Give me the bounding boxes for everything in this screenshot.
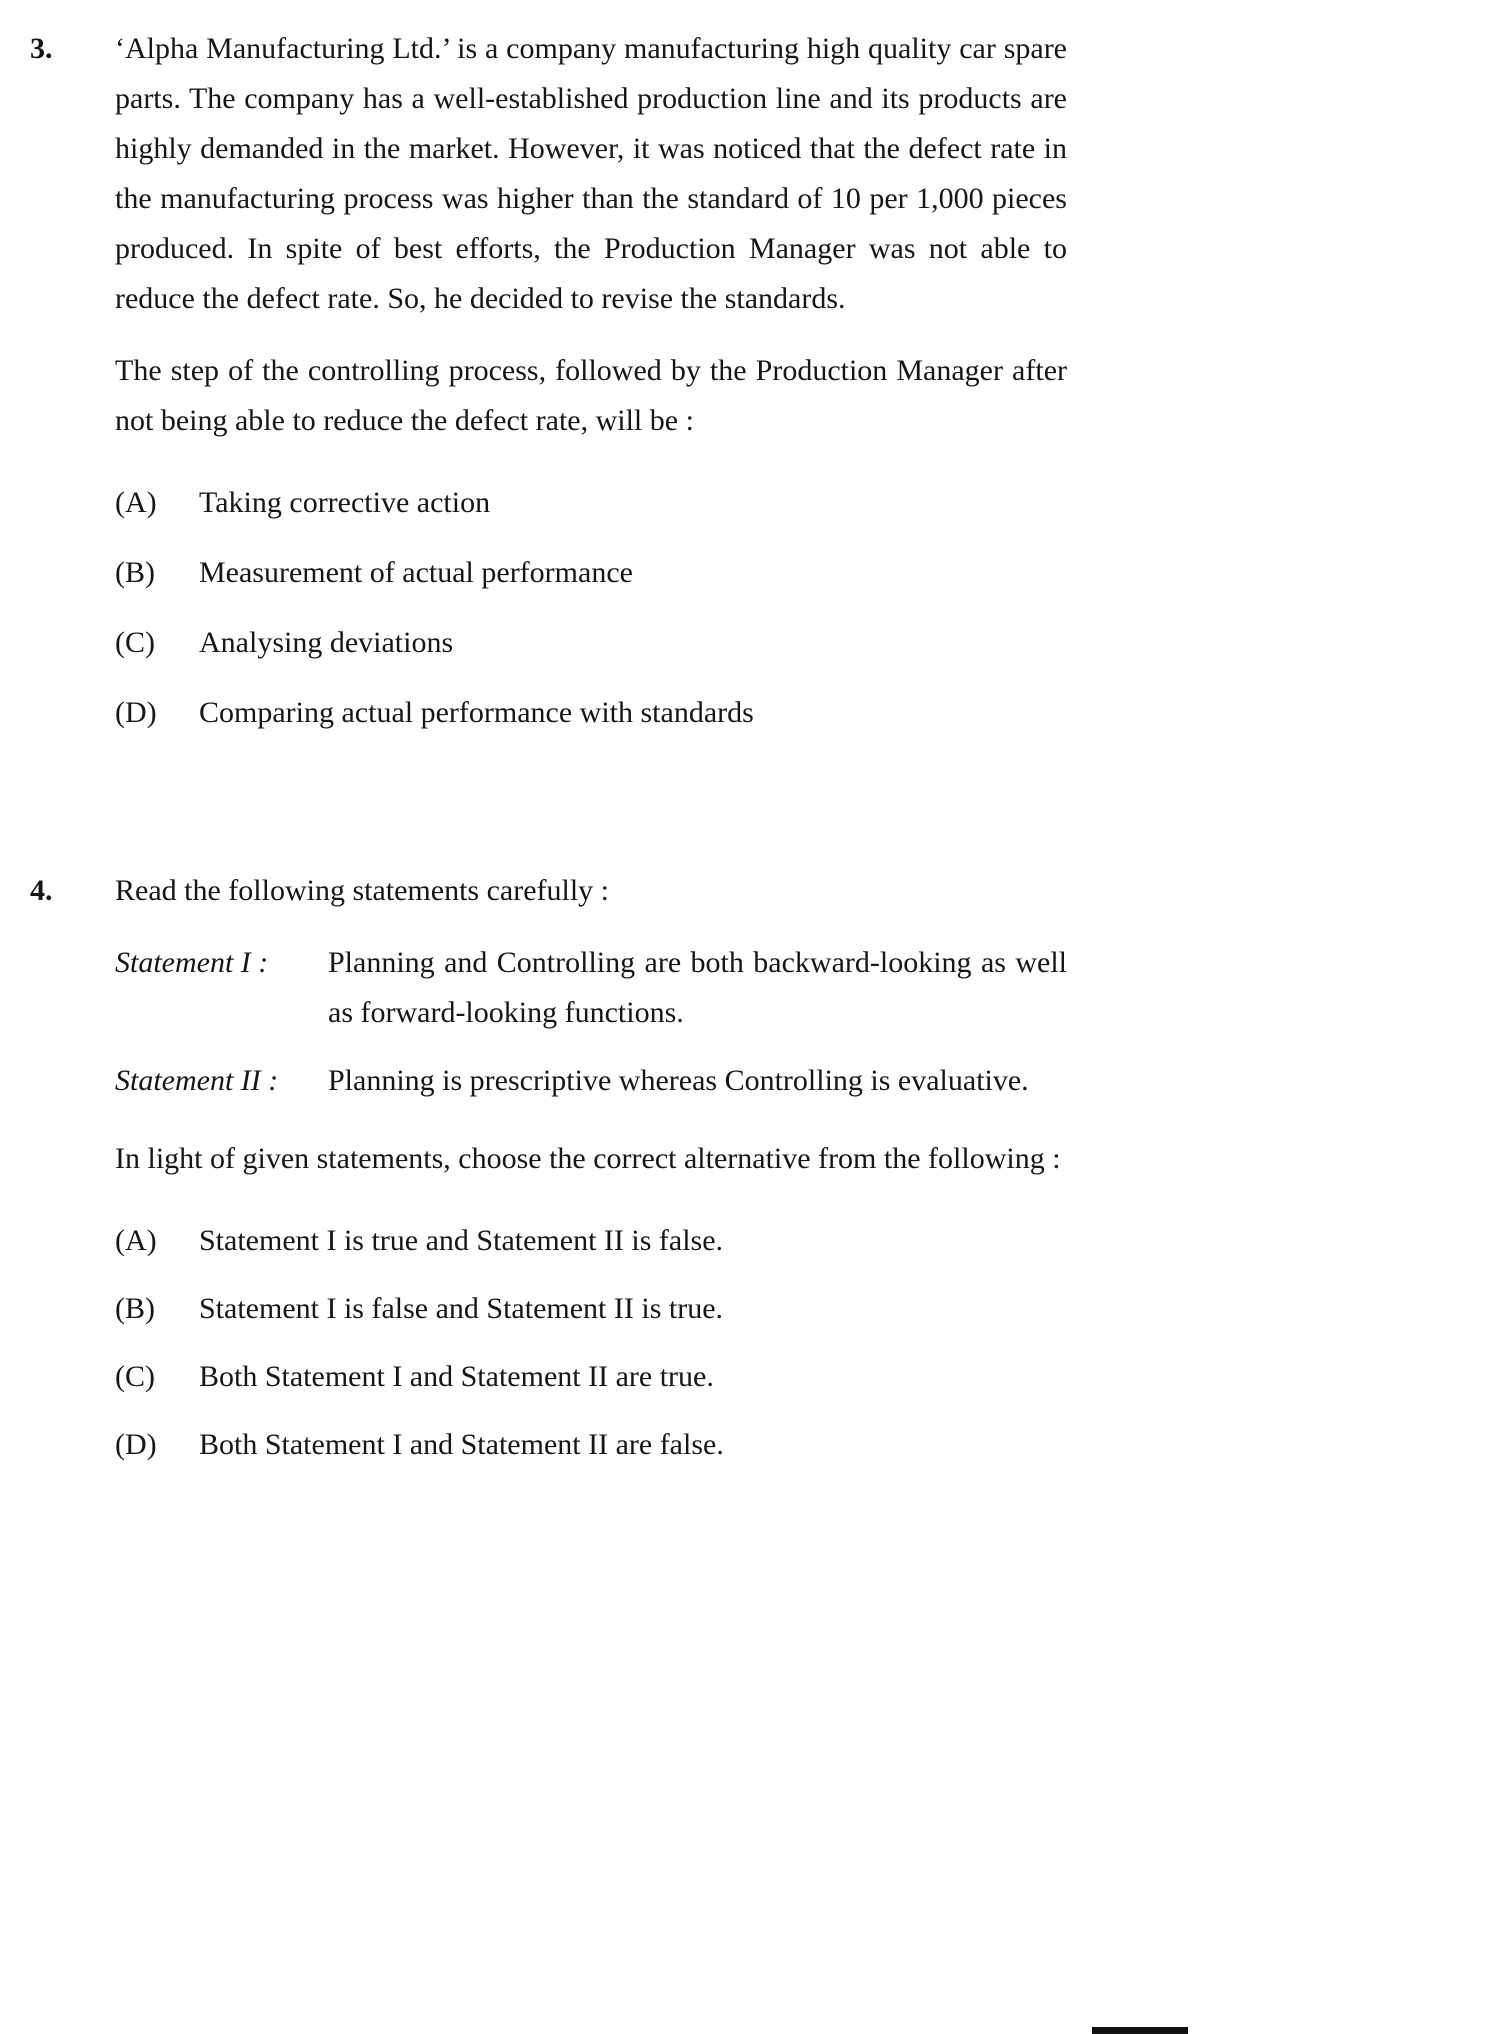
option-d (115, 1420, 1067, 1470)
question-3 (30, 24, 1505, 758)
option-label: (D) (115, 696, 157, 729)
option-text: Analysing deviations (199, 626, 454, 659)
question-closing: In light of given statements, choose the correct alternative from the following : (115, 1142, 1061, 1175)
options-block (115, 478, 1067, 738)
option-b (115, 1284, 1067, 1334)
question-number: 4. (30, 874, 53, 907)
question-number: 3. (30, 32, 53, 65)
statement-label: Statement I : (115, 946, 269, 979)
option-b (115, 548, 1067, 598)
option-d (115, 688, 1067, 738)
option-label: (B) (115, 556, 155, 589)
option-label: (D) (115, 1428, 157, 1461)
option-text: Statement I is true and Statement II is false. (199, 1224, 724, 1257)
question-body (115, 24, 1067, 758)
option-label: (A) (115, 1224, 157, 1257)
page-edge-mark (1092, 2027, 1188, 2034)
option-label: (C) (115, 626, 155, 659)
statement-1 (115, 938, 1067, 1038)
option-text: Taking corrective action (199, 486, 491, 519)
option-a (115, 1216, 1067, 1266)
question-paragraph: The step of the controlling process, followed by the Production Manager after not being able to reduce the defect rate, will be : (115, 354, 1067, 437)
option-text: Both Statement I and Statement II are true. (199, 1360, 714, 1393)
question-paragraph: ‘Alpha Manufacturing Ltd.’ is a company manufacturing high quality car spare parts. The company has a well-established production line and its products are highly demanded in the market. However, it was noticed that the defect rate in the manufacturing process was higher than the standard of 10 per 1,000 pieces produced. In spite of best efforts, the Production Manager was not able to reduce the defect rate. So, he decided to revise the standards. (115, 32, 1067, 315)
statement-label: Statement II : (115, 1064, 279, 1097)
question-4 (30, 866, 1505, 1488)
option-label: (A) (115, 486, 157, 519)
option-a (115, 478, 1067, 528)
statement-2 (115, 1056, 1067, 1106)
option-c (115, 1352, 1067, 1402)
option-text: Statement I is false and Statement II is true. (199, 1292, 724, 1325)
option-label: (C) (115, 1360, 155, 1393)
option-label: (B) (115, 1292, 155, 1325)
option-text: Measurement of actual performance (199, 556, 633, 589)
option-text: Both Statement I and Statement II are false. (199, 1428, 724, 1461)
option-c (115, 618, 1067, 668)
question-body (115, 866, 1067, 1488)
question-intro: Read the following statements carefully : (115, 874, 610, 907)
options-block (115, 1216, 1067, 1470)
statement-text: Planning and Controlling are both backward-looking as well as forward-looking functions. (328, 946, 1067, 1029)
option-text: Comparing actual performance with standards (199, 696, 754, 729)
statement-text: Planning is prescriptive whereas Controlling is evaluative. (328, 1064, 1029, 1097)
